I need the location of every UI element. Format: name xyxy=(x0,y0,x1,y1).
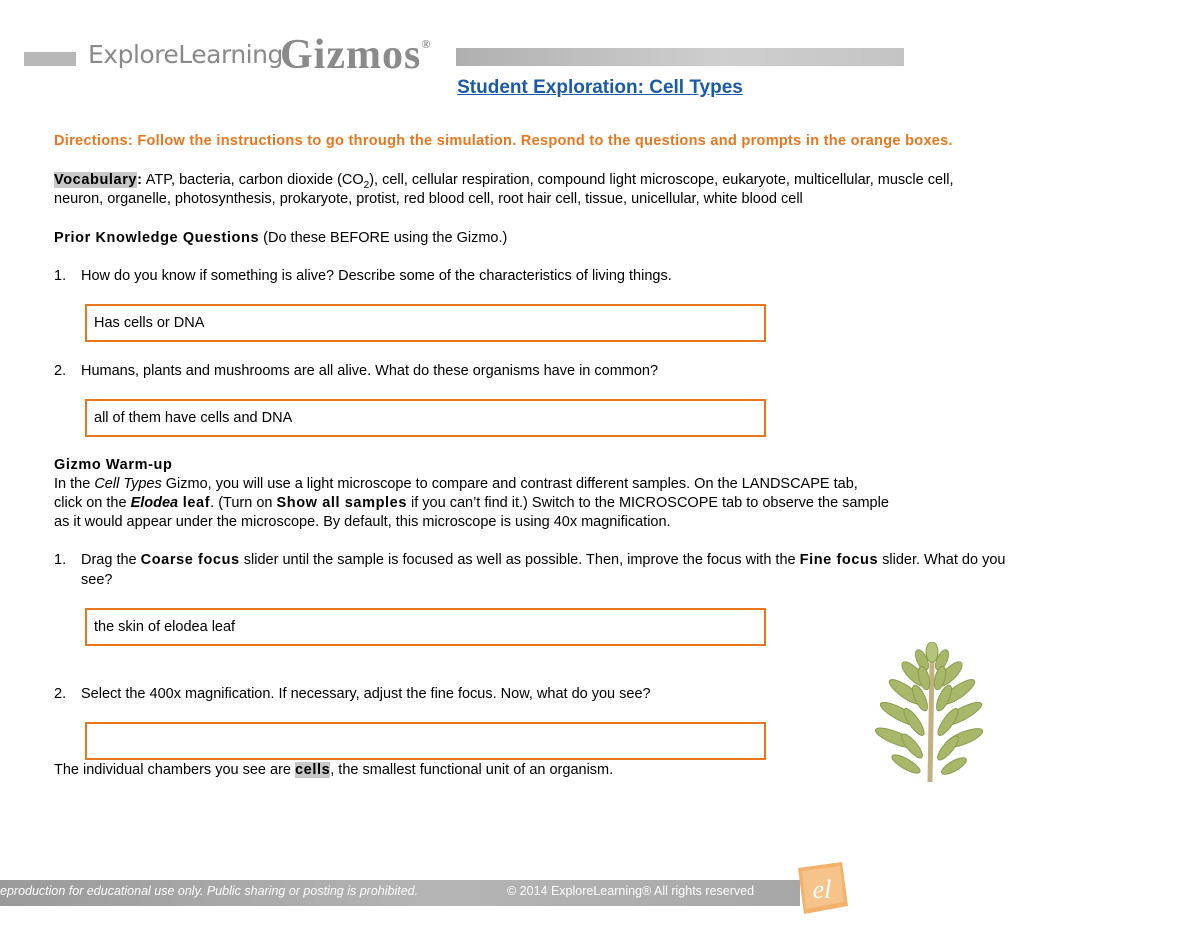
question-number: 2. xyxy=(54,686,67,702)
question-text xyxy=(81,552,1005,568)
answer-box-warmup-2[interactable] xyxy=(85,722,766,760)
show-all-samples-term: Show all samples xyxy=(276,495,407,511)
warmup-paragraph-line-3: as it would appear under the microscope. By default, this microscope is using 40x magnification. xyxy=(54,514,671,530)
footer-reproduction-notice: eproduction for educational use only. Public sharing or posting is prohibited. xyxy=(0,884,419,898)
registered-mark: ® xyxy=(421,37,432,51)
answer-box-prior-1[interactable]: Has cells or DNA xyxy=(85,304,766,342)
warmup-text: . (Turn on xyxy=(210,495,277,511)
warmup-text: Gizmo, you will use a light microscope to compare and contrast different samples. On the LANDSCAPE tab, xyxy=(161,476,858,492)
cells-term: cells xyxy=(295,762,331,778)
brand-gizmos-text: Gizmos xyxy=(280,32,422,78)
answer-box-warmup-1[interactable]: the skin of elodea leaf xyxy=(85,608,766,646)
question-number: 1. xyxy=(54,268,67,284)
footer-copyright: © 2014 ExploreLearning® All rights reserved xyxy=(507,884,755,898)
question-text: How do you know if something is alive? Describe some of the characteristics of living things. xyxy=(81,268,672,284)
q-text: Drag the xyxy=(81,552,141,568)
vocabulary-line-1 xyxy=(54,172,954,191)
warmup-text: In the xyxy=(54,476,95,492)
warmup-text: if you can’t find it.) Switch to the MICROSCOPE tab to observe the sample xyxy=(406,495,889,511)
prior-knowledge-title: Prior Knowledge Questions xyxy=(54,230,260,246)
directions-text: Directions: Follow the instructions to go through the simulation. Respond to the questions and prompts in the orange boxes. xyxy=(54,133,953,149)
fine-focus-term: Fine focus xyxy=(799,552,879,568)
header-bar-right xyxy=(456,48,904,66)
question-number: 2. xyxy=(54,363,67,379)
brand-gizmos xyxy=(280,31,431,79)
warmup-heading: Gizmo Warm-up xyxy=(54,457,173,473)
vocabulary-text-1a: ATP, bacteria, carbon dioxide (CO xyxy=(142,172,364,188)
prior-knowledge-heading xyxy=(54,230,507,246)
closing-text: The individual chambers you see are xyxy=(54,762,295,778)
question-text: Select the 400x magnification. If necessary, adjust the fine focus. Now, what do you see? xyxy=(81,686,651,702)
leaf-term: leaf xyxy=(178,495,211,511)
header-bar-left xyxy=(24,52,76,66)
closing-text: , the smallest functional unit of an organism. xyxy=(330,762,614,778)
question-text: Humans, plants and mushrooms are all alive. What do these organisms have in common? xyxy=(81,363,659,379)
brand-explorelearning: ExploreLearning xyxy=(88,40,283,69)
page-title: Student Exploration: Cell Types xyxy=(457,77,743,98)
warmup-text: click on the xyxy=(54,495,131,511)
vocabulary-label: Vocabulary xyxy=(54,172,138,188)
closing-sentence xyxy=(54,762,613,778)
warmup-paragraph-line-1 xyxy=(54,476,858,492)
elodea-plant-image xyxy=(862,642,992,782)
logo-text: el xyxy=(812,875,832,904)
warmup-gizmo-name: Cell Types xyxy=(94,476,162,492)
elodea-term: Elodea xyxy=(130,495,179,511)
vocabulary-text-1b: ), cell, cellular respiration, compound light microscope, eukaryote, multicellular, muscle cell, xyxy=(369,172,954,188)
coarse-focus-term: Coarse focus xyxy=(140,552,240,568)
vocabulary-colon: : xyxy=(137,172,143,188)
q-text: slider until the sample is focused as well as possible. Then, improve the focus with the xyxy=(239,552,800,568)
vocabulary-subscript: 2 xyxy=(363,179,370,191)
prior-knowledge-note: (Do these BEFORE using the Gizmo.) xyxy=(259,230,508,246)
answer-box-prior-2[interactable]: all of them have cells and DNA xyxy=(85,399,766,437)
question-text-continued: see? xyxy=(81,572,113,588)
q-text: slider. What do you xyxy=(878,552,1006,568)
warmup-paragraph-line-2 xyxy=(54,495,889,511)
vocabulary-line-2: neuron, organelle, photosynthesis, prokaryote, protist, red blood cell, root hair cell, tissue, unicellular, white blood cell xyxy=(54,191,803,207)
explorelearning-logo-icon xyxy=(792,860,850,916)
question-number: 1. xyxy=(54,552,67,568)
